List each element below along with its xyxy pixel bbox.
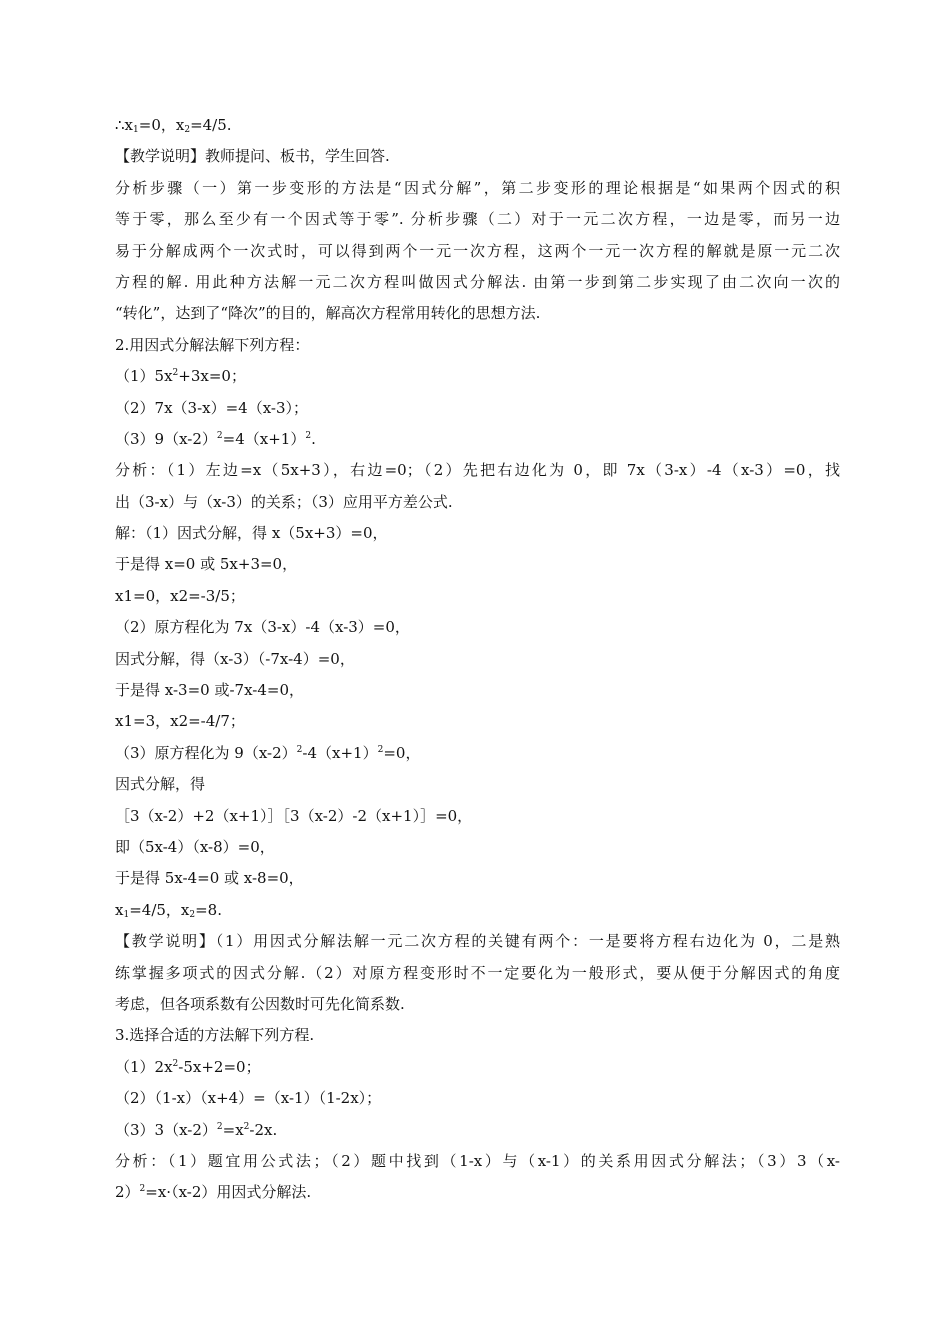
- text-line-l08: [115, 330, 840, 361]
- text-line-l32: [115, 1083, 840, 1114]
- subscript: 1: [123, 909, 130, 920]
- text-line-l03: [115, 173, 840, 204]
- text-run: =x·（x-2）用因式分解法.: [145, 1183, 312, 1202]
- text-run: 出（3-x）与（x-3）的关系；（3）应用平方差公式.: [115, 492, 453, 511]
- text-run: 分析步骤（一）第一步变形的方法是“因式分解”，第二步变形的理论根据是“如果两个因式的积: [115, 178, 840, 197]
- superscript: 2: [139, 1184, 146, 1195]
- text-line-l04: [115, 204, 840, 235]
- text-line-l13: [115, 487, 840, 518]
- text-line-l05: [115, 236, 840, 267]
- text-run: =4（x+1）: [222, 429, 306, 448]
- text-run: 方程的解. 用此种方法解一元二次方程叫做因式分解法. 由第一步到第二步实现了由二次向一次的: [115, 272, 840, 291]
- text-line-l07: [115, 298, 840, 329]
- superscript: 2: [216, 430, 223, 441]
- text-run: 解：（1）因式分解，得 x（5x+3）=0，: [115, 524, 388, 543]
- superscript: 2: [243, 1121, 250, 1132]
- text-run: ∴x: [115, 116, 134, 134]
- text-line-l29: [115, 989, 840, 1020]
- text-run: 考虑，但各项系数有公因数时可先化简系数.: [115, 994, 405, 1013]
- text-run: 于是得 x-3=0 或-7x-4=0，: [115, 681, 304, 700]
- text-run: （3）原方程化为 9（x-2）: [115, 743, 297, 762]
- text-line-l24: [115, 832, 840, 863]
- subscript: 2: [184, 125, 191, 135]
- superscript: 2: [172, 368, 179, 379]
- text-run: （1）5x: [115, 367, 173, 386]
- text-line-l21: [115, 738, 840, 769]
- superscript: 2: [172, 1058, 179, 1069]
- text-line-l31: [115, 1052, 840, 1083]
- text-run: x: [115, 900, 124, 919]
- text-line-l23: [115, 801, 840, 832]
- text-line-l02: [115, 141, 840, 172]
- text-line-l30: [115, 1020, 840, 1051]
- text-run: 于是得 x=0 或 5x+3=0，: [115, 555, 298, 574]
- text-line-l25: [115, 863, 840, 894]
- text-run: =8.: [195, 900, 222, 919]
- text-run: 2.用因式分解法解下列方程：: [115, 335, 310, 354]
- text-run: =4/5.: [190, 116, 232, 134]
- text-run: x1=0，x2=-3/5；: [115, 586, 245, 605]
- text-run: ［3（x-2）+2（x+1）］［3（x-2）-2（x+1）］=0，: [115, 806, 473, 825]
- text-run: （3）3（x-2）: [115, 1120, 217, 1139]
- text-line-l28: [115, 958, 840, 989]
- text-run: -5x+2=0；: [178, 1057, 261, 1076]
- text-run: 【教学说明】（1）用因式分解法解一元二次方程的关键有两个：一是要将方程右边化为 0，二是熟: [115, 932, 840, 951]
- text-line-l34: [115, 1146, 840, 1177]
- text-line-l17: [115, 612, 840, 643]
- text-line-l26: [115, 895, 840, 926]
- text-run: 因式分解，得: [115, 775, 206, 794]
- text-run: =x: [222, 1120, 244, 1139]
- text-run: 分析：（1）题宜用公式法；（2）题中找到（1-x）与（x-1）的关系用因式分解法；（3）3（x-: [115, 1151, 840, 1170]
- text-line-l14: [115, 518, 840, 549]
- text-line-l18: [115, 644, 840, 675]
- text-line-l01: [115, 110, 840, 141]
- text-run: -4（x+1）: [302, 743, 378, 762]
- text-line-l16: [115, 581, 840, 612]
- text-line-l35: [115, 1177, 840, 1208]
- text-line-l09: [115, 361, 840, 392]
- text-run: “转化”，达到了“降次”的目的，解高次方程常用转化的思想方法.: [115, 304, 541, 323]
- subscript: 2: [189, 909, 196, 920]
- text-line-l15: [115, 549, 840, 580]
- text-run: （2）原方程化为 7x（3-x）-4（x-3）=0，: [115, 618, 410, 637]
- superscript: 2: [377, 744, 384, 755]
- text-line-l12: [115, 455, 840, 486]
- text-run: （2）7x（3-x）=4（x-3）；: [115, 398, 309, 417]
- text-line-l06: [115, 267, 840, 298]
- text-line-l27: [115, 926, 840, 957]
- text-run: （2）（1-x）（x+4）=（x-1）（1-2x）；: [115, 1089, 382, 1108]
- text-run: （3）9（x-2）: [115, 429, 217, 448]
- text-run: 等于零，那么至少有一个因式等于零”. 分析步骤（二）对于一元二次方程，一边是零，而另一边: [115, 210, 840, 229]
- text-run: =4/5，x: [129, 900, 190, 919]
- text-run: 2）: [115, 1183, 140, 1202]
- superscript: 2: [216, 1121, 223, 1132]
- text-line-l10: [115, 393, 840, 424]
- text-run: 即（5x-4）（x-8）=0，: [115, 837, 275, 856]
- text-run: -2x.: [249, 1120, 278, 1139]
- document-page: [115, 110, 840, 1209]
- text-run: .: [311, 429, 316, 448]
- text-run: 分析：（1）左边=x（5x+3），右边=0；（2）先把右边化为 0，即 7x（3-x）-4（x-3）=0，找: [115, 461, 840, 480]
- text-line-l22: [115, 769, 840, 800]
- text-line-l11: [115, 424, 840, 455]
- text-line-l20: [115, 706, 840, 737]
- text-run: 于是得 5x-4=0 或 x-8=0，: [115, 869, 304, 888]
- text-run: 3.选择合适的方法解下列方程.: [115, 1026, 315, 1045]
- text-run: 因式分解，得（x-3）（-7x-4）=0，: [115, 649, 355, 668]
- subscript: 1: [133, 125, 139, 135]
- text-run: =0，x: [138, 116, 185, 134]
- text-run: 易于分解成两个一次式时，可以得到两个一元一次方程，这两个一元一次方程的解就是原一元二次: [115, 241, 840, 260]
- text-run: x1=3，x2=-4/7；: [115, 712, 245, 731]
- text-run: 【教学说明】教师提问、板书，学生回答.: [115, 147, 390, 166]
- text-run: =0，: [383, 743, 421, 762]
- text-run: +3x=0；: [178, 367, 246, 386]
- superscript: 2: [296, 744, 303, 755]
- superscript: 2: [305, 430, 312, 441]
- text-line-l33: [115, 1115, 840, 1146]
- text-run: 练掌握多项式的因式分解.（2）对原方程变形时不一定要化为一般形式，要从便于分解因式的角度: [115, 963, 840, 982]
- text-line-l19: [115, 675, 840, 706]
- text-run: （1）2x: [115, 1057, 173, 1076]
